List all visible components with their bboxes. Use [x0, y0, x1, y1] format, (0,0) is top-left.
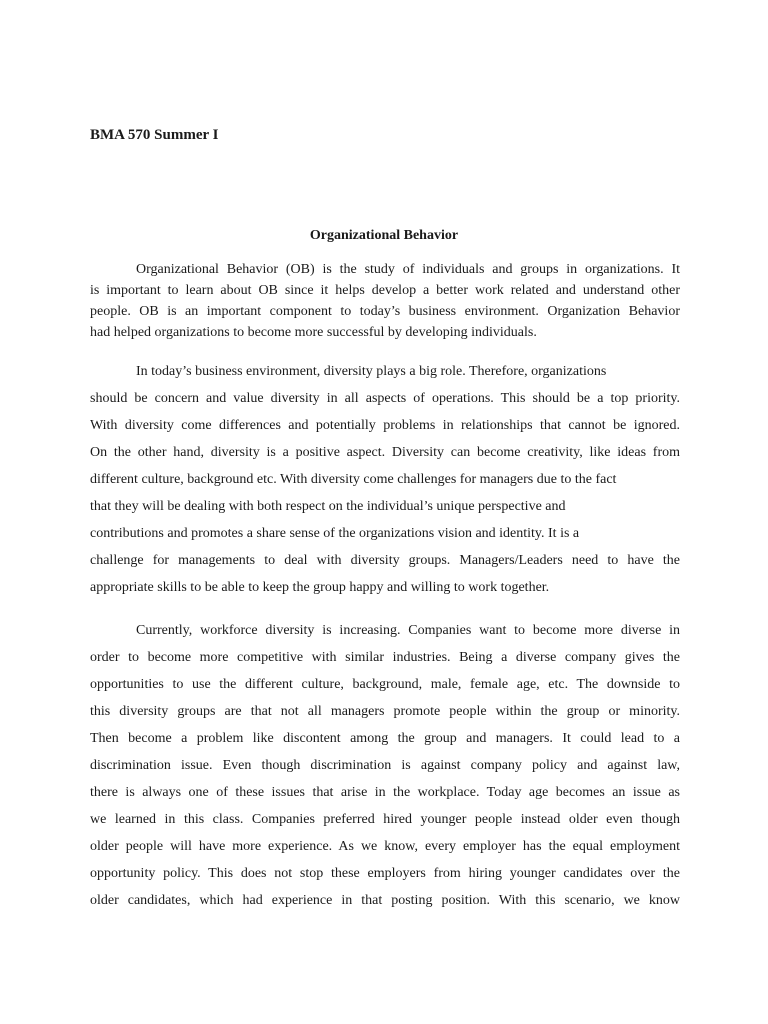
paragraph-line: people. OB is an important component to today’s business environment. Organization Behavior [90, 304, 680, 319]
paragraph-line: should be concern and value diversity in all aspects of operations. This should be a top priority. [90, 391, 680, 406]
paragraph-line: opportunity policy. This does not stop these employers from hiring younger candidates over the [90, 866, 680, 881]
paragraph-line: this diversity groups are that not all managers promote people within the group or minority. [90, 704, 680, 719]
paragraph-line: older people will have more experience. As we know, every employer has the equal employment [90, 839, 680, 854]
paragraph-3 [90, 617, 680, 914]
paragraph-2 [90, 358, 680, 601]
paragraph-line: In today’s business environment, diversity plays a big role. Therefore, organizations [136, 364, 607, 379]
paragraph-line: we learned in this class. Companies preferred hired younger people instead older even though [90, 812, 680, 827]
paragraph-1 [90, 259, 680, 343]
paragraph-line: there is always one of these issues that arise in the workplace. Today age becomes an issue as [90, 785, 680, 800]
course-header: BMA 570 Summer I [90, 127, 219, 143]
paragraph-line: discrimination issue. Even though discrimination is against company policy and against law, [90, 758, 680, 773]
paragraph-line: different culture, background etc. With diversity come challenges for managers due to the fact [90, 472, 617, 487]
paragraph-line: Organizational Behavior (OB) is the study of individuals and groups in organizations. It [136, 262, 680, 277]
paragraph-line: is important to learn about OB since it helps develop a better work related and understand other [90, 283, 680, 298]
paragraph-line: appropriate skills to be able to keep the group happy and willing to work together. [90, 580, 550, 595]
document-title: Organizational Behavior [309, 228, 459, 243]
paragraph-line: order to become more competitive with similar industries. Being a diverse company gives the [90, 650, 680, 665]
paragraph-line: opportunities to use the different culture, background, male, female age, etc. The downside to [90, 677, 680, 692]
paragraph-line: challenge for managements to deal with diversity groups. Managers/Leaders need to have the [90, 553, 680, 568]
paragraph-line: contributions and promotes a share sense of the organizations vision and identity. It is a [90, 526, 580, 541]
paragraph-line: With diversity come differences and potentially problems in relationships that cannot be ignored. [90, 418, 680, 433]
paragraph-line: Then become a problem like discontent among the group and managers. It could lead to a [90, 731, 680, 746]
paragraph-line: On the other hand, diversity is a positive aspect. Diversity can become creativity, like ideas from [90, 445, 680, 460]
paragraph-line: that they will be dealing with both respect on the individual’s unique perspective and [90, 499, 566, 514]
paragraph-line: older candidates, which had experience in that posting position. With this scenario, we know [90, 893, 680, 908]
paragraph-line: had helped organizations to become more successful by developing individuals. [90, 325, 537, 340]
paragraph-line: Currently, workforce diversity is increasing. Companies want to become more diverse in [136, 623, 680, 638]
